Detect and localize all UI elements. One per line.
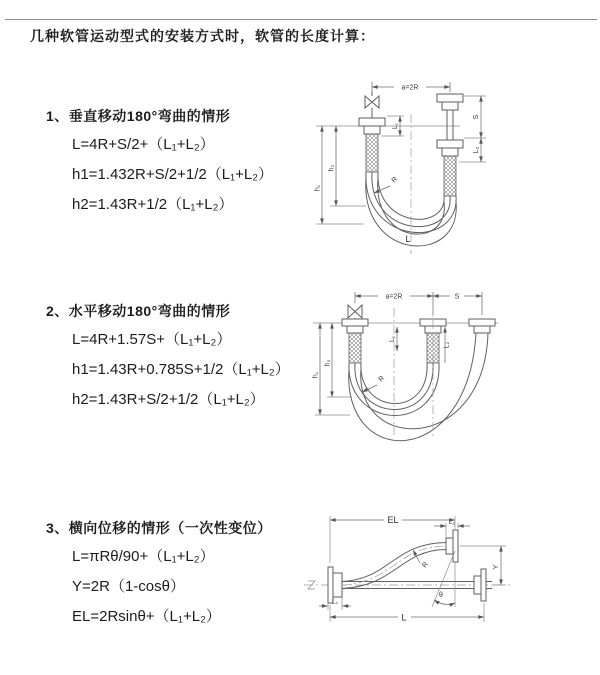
dim-label-r: R <box>421 560 430 570</box>
dim-label-l: L <box>401 612 407 623</box>
dim-el <box>330 515 455 563</box>
formula-l: L=πRθ/90+（L₁+L₂） <box>72 548 215 565</box>
formula-h2: h2=1.43R+1/2（L₁+L₂） <box>72 196 234 213</box>
dim-label-r: R <box>390 175 400 185</box>
section-3-heading: 3、横向位移的情形（一次性变位） <box>46 520 272 536</box>
right-pipe-fitting <box>437 94 463 196</box>
formula-h2: h2=1.43R+S/2+1/2（L₁+L₂） <box>72 391 265 408</box>
dim-label-l2: L₂ <box>448 519 456 526</box>
hose-u-bend <box>349 333 488 441</box>
dim-s <box>433 294 482 301</box>
section-1-heading: 1、垂直移动180°弯曲的情形 <box>46 108 231 124</box>
valve-icon <box>348 305 362 319</box>
section-horizontal-bend <box>46 301 346 415</box>
dim-label-l2: L₂ <box>443 341 451 349</box>
section-2-heading: 2、水平移动180°弯曲的情形 <box>46 303 231 319</box>
dim-a2r <box>372 82 450 92</box>
dim-l1 <box>319 597 351 610</box>
braided-hose <box>366 134 378 172</box>
dim-h1 <box>315 126 365 224</box>
dim-l2 <box>444 327 451 363</box>
left-pipe-fitting <box>342 319 368 363</box>
dim-label-l: L <box>405 234 411 244</box>
dim-label-h2: h₂ <box>328 164 336 172</box>
dim-label-h2: h₂ <box>324 359 332 367</box>
dim-l1 <box>389 327 397 351</box>
dim-l2 <box>473 138 481 162</box>
formula-el: EL=2Rsinθ+（L₁+L₂） <box>72 608 221 625</box>
dim-h1 <box>313 323 351 415</box>
diagram-lateral-displacement <box>298 503 593 648</box>
dim-label-l1: L₁ <box>392 122 399 130</box>
dim-label-s: S <box>454 293 460 301</box>
dim-label-l1: L₁ <box>389 335 396 343</box>
formula-h1: h1=1.43R+0.785S+1/2（L₁+L₂） <box>72 361 290 378</box>
dim-label-l2: L₂ <box>473 146 480 154</box>
valve-icon <box>365 92 379 118</box>
dim-label-h1: h₁ <box>312 371 320 379</box>
diagram-vertical-180-bend <box>308 66 593 261</box>
braided-hose <box>444 156 456 196</box>
dim-label-r: R <box>377 374 387 384</box>
dim-label-el: EL <box>387 515 399 525</box>
right-flange <box>474 569 492 601</box>
formula-l: L=4R+S/2+（L₁+L₂） <box>72 136 215 153</box>
top-border-rule <box>5 19 597 20</box>
section-vertical-bend <box>46 106 346 220</box>
dim-radius <box>413 550 430 569</box>
dim-label-a2r: a=2R <box>401 84 419 92</box>
dim-theta <box>432 551 455 607</box>
dim-label-y: Y <box>493 564 500 570</box>
formula-l: L=4R+1.57S+（L₁+L₂） <box>72 331 232 348</box>
dim-a2r <box>355 292 482 315</box>
right-pipe-fitting <box>469 319 495 333</box>
dim-label-s: S <box>473 114 480 120</box>
dim-label-l1: L₁ <box>331 598 339 606</box>
dim-h2 <box>325 323 353 397</box>
braided-hose <box>349 333 361 363</box>
page-title: 几种软管运动型式的安装方式时，软管的长度计算： <box>30 28 375 44</box>
dim-radius <box>362 375 386 392</box>
dim-l <box>330 603 484 623</box>
dim-h2 <box>329 126 367 206</box>
dim-label-a2r: a=2R <box>385 293 403 301</box>
formula-h1: h1=1.432R+S/2+1/2（L₁+L₂） <box>72 166 274 183</box>
diagram-horizontal-180-bend <box>308 283 593 458</box>
formula-y: Y=2R（1-cosθ） <box>72 578 185 595</box>
dim-l2 <box>434 519 470 538</box>
dim-label-h1: h₁ <box>314 184 322 192</box>
dim-label-theta: θ <box>439 592 443 599</box>
upper-flange <box>446 530 458 562</box>
left-pipe-fitting <box>359 118 385 172</box>
